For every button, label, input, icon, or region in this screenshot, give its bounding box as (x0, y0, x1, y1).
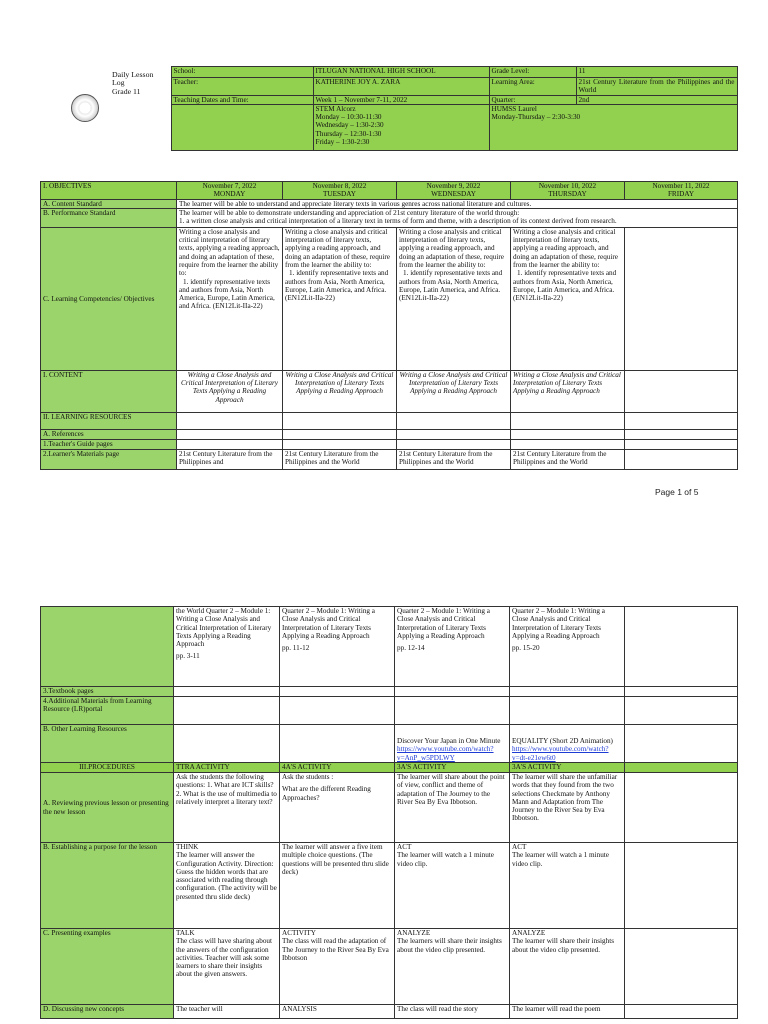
humss-schedule: HUMSS Laurel Monday-Thursday – 2:30-3:30 (489, 104, 737, 150)
day-header-tuesday: November 8, 2022 TUESDAY (283, 182, 397, 200)
performance-standard-value: The learner will be able to demonstrate understanding and appreciation of 21st century literature of the world through: 1. a written close analysis and critical interpretation of a literary text in terms of form and theme, with a description of its context derived from research. (177, 208, 738, 227)
video-link-japan[interactable]: https://www.youtube.com/watch?v=AnP_w5PDLWY (397, 745, 494, 762)
teachers-guide-label: 1.Teacher's Guide pages (41, 439, 177, 449)
learning-area-value: 21st Century Literature from the Philippines and the World (576, 78, 737, 96)
discuss-label: D. Discussing new concepts (41, 1005, 174, 1019)
page-number: Page 1 of 5 (655, 487, 699, 497)
header-table (60, 66, 738, 151)
teacher-label: Teacher: (171, 78, 313, 96)
examples-label: C. Presenting examples (41, 929, 174, 1005)
content-tuesday: Writing a Close Analysis and Critical Interpretation of Literary Texts Applying a Reading Approach (283, 370, 397, 412)
school-value: ITLUGAN NATIONAL HIGH SCHOOL (313, 67, 489, 78)
references-label: A. References (41, 429, 177, 439)
teacher-value: KATHERINE JOY A. ZARA (313, 78, 489, 96)
purpose-tuesday: The learner will answer a five item multiple choice questions. (The questions will be presented thru slide deck) (280, 843, 395, 929)
materials-cont-tuesday: Quarter 2 – Module 1: Writing a Close Analysis and Critical Interpretation of Literary Texts Applying a Reading Approach pp. 11-12 (280, 607, 395, 687)
grade-level-value: 11 (576, 67, 737, 78)
content-label: I. CONTENT (41, 370, 177, 412)
quarter-value: 2nd (576, 95, 737, 104)
examples-tuesday: ACTIVITY The class will read the adaptation of The Journey to the River Sea By Eva Ibbotson (280, 929, 395, 1005)
materials-tuesday: 21st Century Literature from the Philippines and the World (283, 449, 397, 469)
other-resources-thursday: EQUALITY (Short 2D Animation) https://www.youtube.com/watch?v=dt-e21ew6t0 (510, 725, 625, 763)
examples-monday: TALK The class will have sharing about the answers of the configuration activities. Teacher will ask some learners to share their insights about the given answers. (174, 929, 280, 1005)
activity-head-monday: TTRA ACTIVITY (174, 763, 280, 773)
other-resources-wednesday: Discover Your Japan in One Minute https://www.youtube.com/watch?v=AnP_w5PDLWY (395, 725, 510, 763)
activity-head-tuesday: 4A'S ACTIVITY (280, 763, 395, 773)
activity-head-wednesday: 3A'S ACTIVITY (395, 763, 510, 773)
day-header-thursday: November 10, 2022 THURSDAY (511, 182, 625, 200)
day-header-wednesday: November 9, 2022 WEDNESDAY (397, 182, 511, 200)
resources-label: II. LEARNING RESOURCES (41, 412, 177, 429)
content-thursday: Writing a Close Analysis and Critical Interpretation of Literary Texts Applying a Reading Approach (511, 370, 625, 412)
materials-cont-wednesday: Quarter 2 – Module 1: Writing a Close Analysis and Critical Interpretation of Literary Texts Applying a Reading Approach pp. 12-14 (395, 607, 510, 687)
materials-cont-label (41, 607, 174, 687)
review-thursday: The learner will share the unfamiliar words that they found from the two selections Checkmate by Anthony Mann and Adaptation from The Journey to the River Sea by Eva Ibbotson. (510, 773, 625, 843)
competency-friday (625, 227, 738, 370)
materials-monday: 21st Century Literature from the Philippines and (177, 449, 283, 469)
examples-thursday: ANALYZE The learner will share their insights about the video clip presented. (510, 929, 625, 1005)
materials-cont-monday: the World Quarter 2 – Module 1: Writing a Close Analysis and Critical Interpretation of Literary Texts Applying a Reading Approach pp. 3-11 (174, 607, 280, 687)
school-label: School: (171, 67, 313, 78)
schedule-blank (171, 104, 313, 150)
textbook-pages-label: 3.Textbook pages (41, 687, 174, 697)
dates-value: Week 1 – November 7-11, 2022 (313, 95, 489, 104)
other-resources-label: B. Other Learning Resources (41, 725, 174, 763)
purpose-monday: THINK The learner will answer the Configuration Activity. Direction: Guess the hidden words that are associated with reading through configuration. (The activity will be presented thru slide deck) (174, 843, 280, 929)
learning-area-label: Learning Area: (489, 78, 576, 96)
competency-thursday: Writing a close analysis and critical interpretation of literary texts, applying a reading approach, and doing an adaptation of these, require from the learner the ability to: 1. identify representative texts and authors from Asia, North America, Europe, Latin America, and Africa. (EN12Lit-IIa-22) (511, 227, 625, 370)
procedures-heading: III.PROCEDURES (41, 763, 174, 773)
review-wednesday: The learner will share about the point of view, conflict and theme of adaptation of The Journey to the River Sea By Eva Ibbotson. (395, 773, 510, 843)
discuss-thursday: The learner will read the poem (510, 1005, 625, 1019)
content-monday: Writing a Close Analysis and Critical Interpretation of Literary Texts Applying a Reading Approach (177, 370, 283, 412)
materials-cont-thursday: Quarter 2 – Module 1: Writing a Close Analysis and Critical Interpretation of Literary Texts Applying a Reading Approach pp. 15-20 (510, 607, 625, 687)
stem-schedule: STEM Alcorz Monday – 10:30-11:30 Wednesday – 1:30-2:30 Thursday – 12:30-1:30 Friday – 1:30-2:30 (313, 104, 489, 150)
competencies-label: C. Learning Competencies/ Objectives (41, 227, 177, 370)
materials-wednesday: 21st Century Literature from the Philippines and the World (397, 449, 511, 469)
content-standard-label: A. Content Standard (41, 199, 177, 208)
performance-standard-label: B. Performance Standard (41, 208, 177, 227)
objectives-table (40, 181, 738, 470)
competency-wednesday: Writing a close analysis and critical interpretation of literary texts, applying a reading approach, and doing an adaptation of these, require from the learner the ability to: 1. identify representative texts and authors from Asia, North America, Europe, Latin America, and Africa. (EN12Lit-IIa-22) (397, 227, 511, 370)
activity-head-thursday: 3A'S ACTIVITY (510, 763, 625, 773)
examples-wednesday: ANALYZE The learners will share their insights about the video clip presented. (395, 929, 510, 1005)
purpose-thursday: ACT The learner will watch a 1 minute video clip. (510, 843, 625, 929)
review-monday: Ask the students the following questions: 1. What are ICT skills? 2. What is the use of multimedia to relatively interpret a literary text? (174, 773, 280, 843)
dll-label: Daily Lesson Log Grade 11 (112, 69, 154, 97)
deped-seal (60, 67, 110, 151)
dates-label: Teaching Dates and Time: (171, 95, 313, 104)
purpose-label: B. Establishing a purpose for the lesson (41, 843, 174, 929)
content-standard-value: The learner will be able to understand and appreciate literary texts in various genres across national literature and cultures. (177, 199, 738, 208)
day-header-monday: November 7, 2022 MONDAY (177, 182, 283, 200)
procedures-table (40, 606, 738, 1019)
content-wednesday: Writing a Close Analysis and Critical Interpretation of Literary Texts Applying a Reading Approach (397, 370, 511, 412)
discuss-tuesday: ANALYSIS (280, 1005, 395, 1019)
discuss-monday: The teacher will (174, 1005, 280, 1019)
competency-tuesday: Writing a close analysis and critical interpretation of literary texts, applying a reading approach, and doing an adaptation of these, require from the learner the ability to: 1. identify representative texts and authors from Asia, North America, Europe, Latin America, and Africa. (EN12Lit-IIa-22) (283, 227, 397, 370)
objectives-heading: I. OBJECTIVES (41, 182, 177, 200)
video-link-equality[interactable]: https://www.youtube.com/watch?v=dt-e21ew6t0 (512, 745, 609, 762)
learners-materials-label: 2.Learner's Materials page (41, 449, 177, 469)
discuss-wednesday: The class will read the story (395, 1005, 510, 1019)
quarter-label: Quarter: (489, 95, 576, 104)
day-header-friday: November 11, 2022 FRIDAY (625, 182, 738, 200)
materials-thursday: 21st Century Literature from the Philippines and the World (511, 449, 625, 469)
seal-icon (71, 94, 99, 122)
grade-level-label: Grade Level: (489, 67, 576, 78)
competency-monday: Writing a close analysis and critical interpretation of literary texts, applying a reading approach, and doing an adaptation of these, require from the learner the ability to: 1. identify representative texts and authors from Asia, North America, Europe, Latin America, and Africa. (EN12Lit-IIa-22) (177, 227, 283, 370)
content-friday (625, 370, 738, 412)
review-label: A. Reviewing previous lesson or presenting the new lesson (41, 773, 174, 843)
purpose-wednesday: ACT The learner will watch a 1 minute video clip. (395, 843, 510, 929)
review-tuesday: Ask the students : What are the different Reading Approaches? (280, 773, 395, 843)
additional-materials-label: 4.Additional Materials from Learning Resource (LR)portal (41, 697, 174, 725)
